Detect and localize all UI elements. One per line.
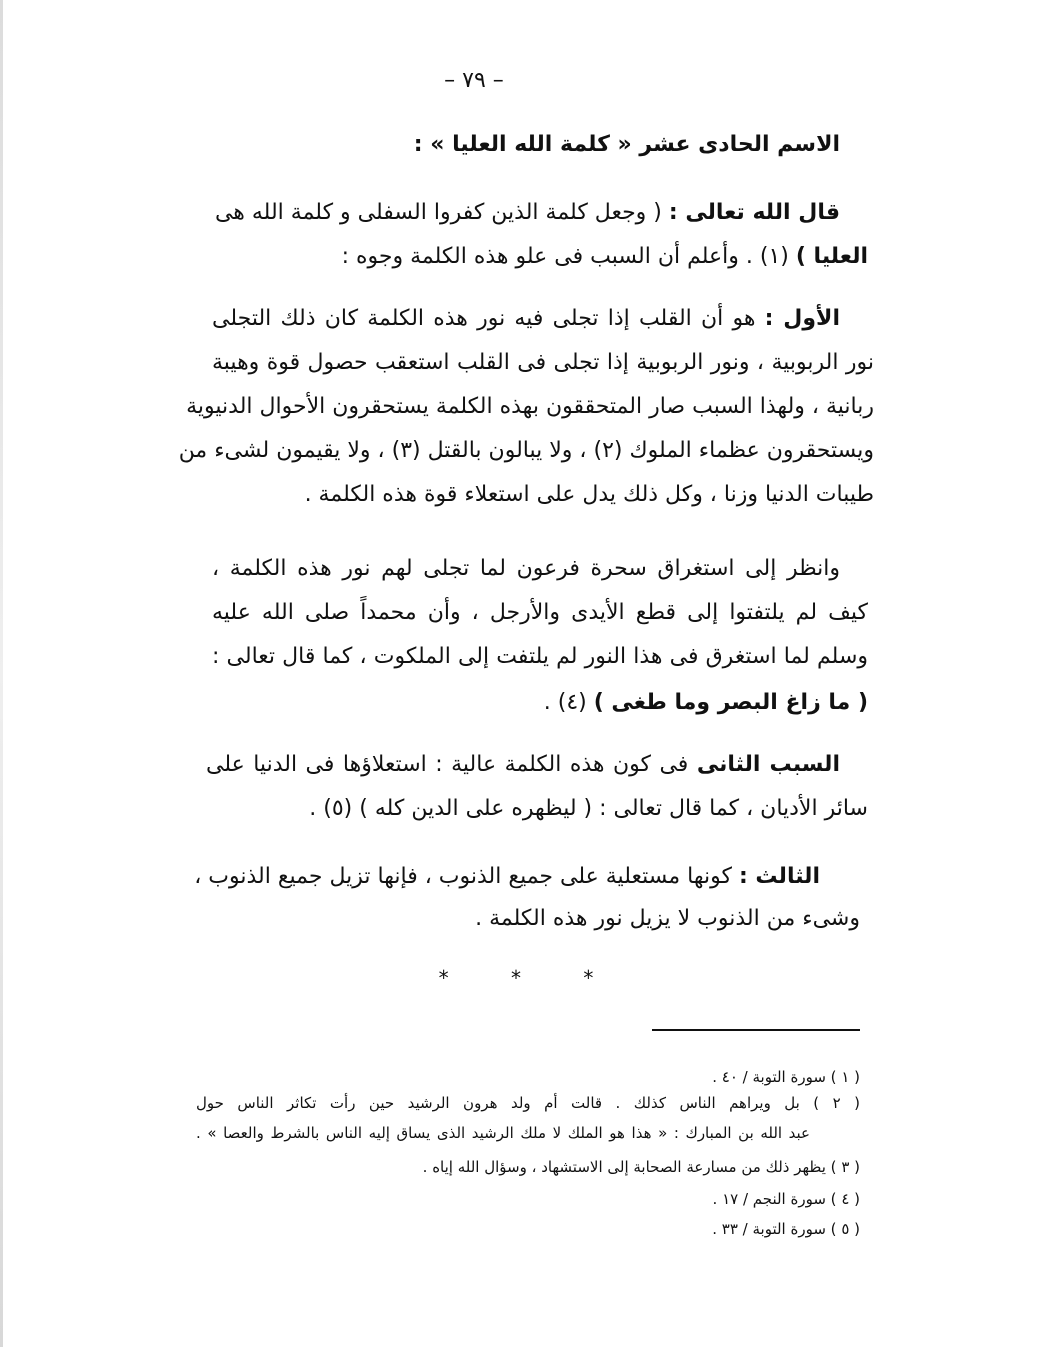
- line-text: ربانية ، ولهذا السبب صار المتحققون بهذه الكلمة يستحقرون الأحوال الدنيوية: [186, 394, 874, 419]
- line-text: وشىء من الذنوب لا يزيل نور هذه الكلمة .: [475, 906, 860, 931]
- text-line-13: [260, 792, 868, 826]
- text-line-1: [216, 196, 840, 230]
- text-line-2: [320, 240, 868, 274]
- footnote-2-continued: عبد الله بن المبارك : « هذا هو الملك لا ملك الرشيد الذى يساق إليه الناس بالشرط والعصا » .: [196, 1124, 810, 1142]
- text-line-9: [212, 596, 868, 630]
- bold-phrase: العليا ): [795, 244, 868, 269]
- text-line-11: [500, 686, 868, 720]
- footnote-3: ( ٣ ) يظهر ذلك من مسارعة الصحابة إلى الاستشهاد ، وسؤال الله إياه .: [422, 1158, 860, 1176]
- footnote-2: ( ٢ ) بل ويراهم الناس كذلك . قالت أم ولد هرون الرشيد حين رأت تكاثر الناس حول: [196, 1094, 860, 1112]
- bold-phrase: الثالث :: [738, 864, 820, 889]
- line-text: وانظر إلى استغراق سحرة فرعون لما تجلى لهم نور هذه الكلمة ،: [212, 556, 840, 581]
- text-line-6: [178, 434, 874, 468]
- text-line-3: [212, 302, 840, 336]
- section-heading: الاسم الحادى عشر « كلمة الله العليا » :: [413, 132, 840, 157]
- footnote-4: ( ٤ ) سورة النجم / ١٧ .: [712, 1190, 860, 1208]
- line-text: سائر الأديان ، كما قال تعالى : ( ليظهره على الدين كله ) (٥) .: [309, 796, 868, 821]
- bold-phrase: السبب الثانى: [696, 752, 840, 777]
- text-line-5: [186, 390, 874, 424]
- bold-phrase: الأول :: [764, 306, 840, 331]
- text-line-12: [206, 748, 840, 782]
- page-edge-shadow: [0, 0, 3, 1347]
- bold-phrase: قال الله تعالى :: [668, 200, 840, 225]
- line-text: كيف لم يلتفتوا إلى قطع الأيدى والأرجل ، وأن محمداً صلى الله عليه: [212, 600, 868, 625]
- text-line-4: [212, 346, 874, 380]
- line-text: ( وجعل كلمة الذين كفروا السفلى و كلمة الله هى: [214, 200, 669, 225]
- bold-phrase: ( ما زاغ البصر وما طغى ): [593, 690, 868, 715]
- line-text: كونها مستعلية على جميع الذنوب ، فإنها تزيل جميع الذنوب ،: [194, 864, 739, 889]
- footnote-rule: [652, 1029, 860, 1031]
- text-line-7: [250, 478, 874, 512]
- text-line-14: [194, 860, 820, 894]
- text-line-8: [212, 552, 840, 586]
- line-text: وسلم لما استغرق فى هذا النور لم يلتفت إلى الملكوت ، كما قال تعالى :: [212, 644, 868, 669]
- line-text: ويستحقرون عظماء الملوك (٢) ، ولا يبالون بالقتل (٣) ، ولا يقيمون لشىء من: [178, 438, 874, 463]
- line-text: (٤) .: [543, 690, 594, 715]
- line-text: (١) . وأعلم أن السبب فى علو هذه الكلمة وجوه :: [341, 244, 796, 269]
- line-text: طيبات الدنيا وزنا ، وكل ذلك يدل على استعلاء قوة هذه الكلمة .: [304, 482, 874, 507]
- footnote-1: ( ١ ) سورة التوبة / ٤٠ .: [712, 1068, 860, 1086]
- text-line-15: [400, 902, 860, 936]
- text-line-10: [212, 640, 868, 674]
- line-text: فى كون هذه الكلمة عالية : استعلاؤها فى الدنيا على: [206, 752, 697, 777]
- section-separator: * * *: [438, 966, 622, 990]
- line-text: هو أن القلب إذا تجلى فيه نور هذه الكلمة كان ذلك التجلى: [212, 306, 765, 331]
- page-number: – ٧٩ –: [444, 68, 504, 93]
- line-text: نور الربوبية ، ونور الربوبية إذا تجلى فى القلب استعقب حصول قوة وهيبة: [212, 350, 874, 375]
- footnote-5: ( ٥ ) سورة التوبة / ٣٣ .: [712, 1220, 860, 1238]
